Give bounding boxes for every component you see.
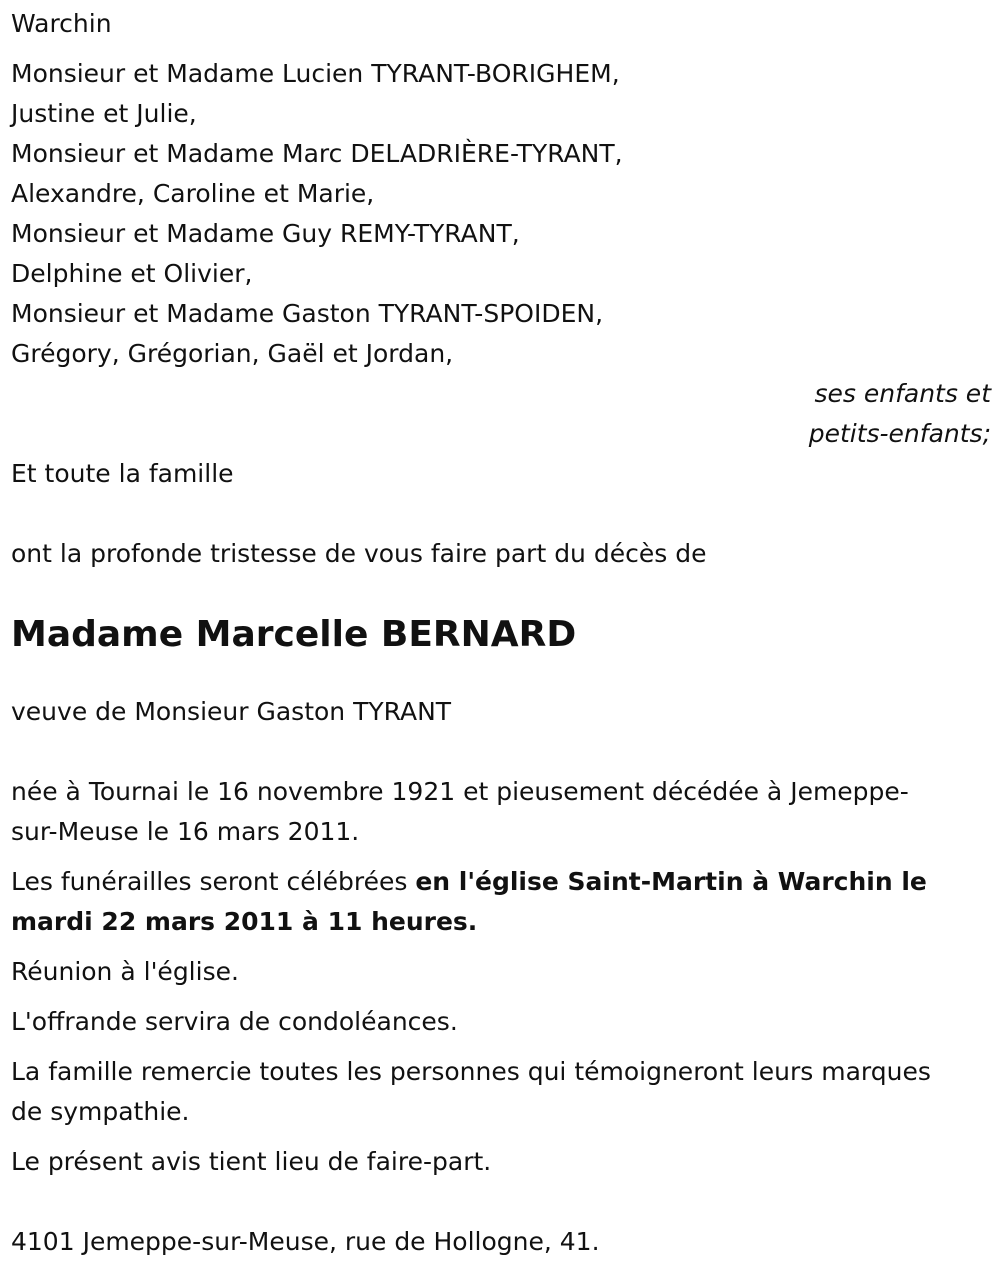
family-line: Monsieur et Madame Guy REMY-TYRANT,: [11, 219, 520, 248]
family-line: Alexandre, Caroline et Marie,: [11, 179, 375, 208]
meeting: Réunion à l'église.: [11, 957, 239, 986]
family-line: Monsieur et Madame Marc DELADRIÈRE-TYRANT,: [11, 139, 623, 168]
funeral-details: [11, 862, 951, 942]
deceased-name: Madame Marcelle BERNARD: [11, 614, 577, 655]
family-list: [11, 54, 991, 374]
notice: Le présent avis tient lieu de faire-part.: [11, 1147, 492, 1176]
extended-family: Et toute la famille: [11, 459, 234, 488]
announcement: ont la profonde tristesse de vous faire part du décès de: [11, 539, 707, 568]
family-line: Monsieur et Madame Lucien TYRANT-BORIGHEM,: [11, 59, 620, 88]
family-line: Delphine et Olivier,: [11, 259, 253, 288]
family-line: Monsieur et Madame Gaston TYRANT-SPOIDEN,: [11, 299, 604, 328]
place-heading: Warchin: [11, 9, 112, 38]
relation-line-2: petits-enfants;: [808, 419, 991, 448]
family-line: Grégory, Grégorian, Gaël et Jordan,: [11, 339, 454, 368]
birth-death: née à Tournai le 16 novembre 1921 et pieusement décédée à Jemeppe-sur-Meuse le 16 mars 2011.: [11, 777, 909, 846]
thanks: La famille remercie toutes les personnes qui témoigneront leurs marques de sympathie.: [11, 1057, 931, 1126]
obituary-notice: [11, 4, 991, 1262]
address: 4101 Jemeppe-sur-Meuse, rue de Hollogne, 41.: [11, 1227, 600, 1256]
funeral-intro: Les funérailles seront célébrées: [11, 867, 416, 896]
relation-line-1: ses enfants et: [814, 379, 991, 408]
funeral-location-time: en l'église Saint-Martin à Warchin le mardi 22 mars 2011 à 11 heures.: [11, 867, 927, 936]
family-line: Justine et Julie,: [11, 99, 197, 128]
widow-of: veuve de Monsieur Gaston TYRANT: [11, 697, 452, 726]
offering: L'offrande servira de condoléances.: [11, 1007, 458, 1036]
